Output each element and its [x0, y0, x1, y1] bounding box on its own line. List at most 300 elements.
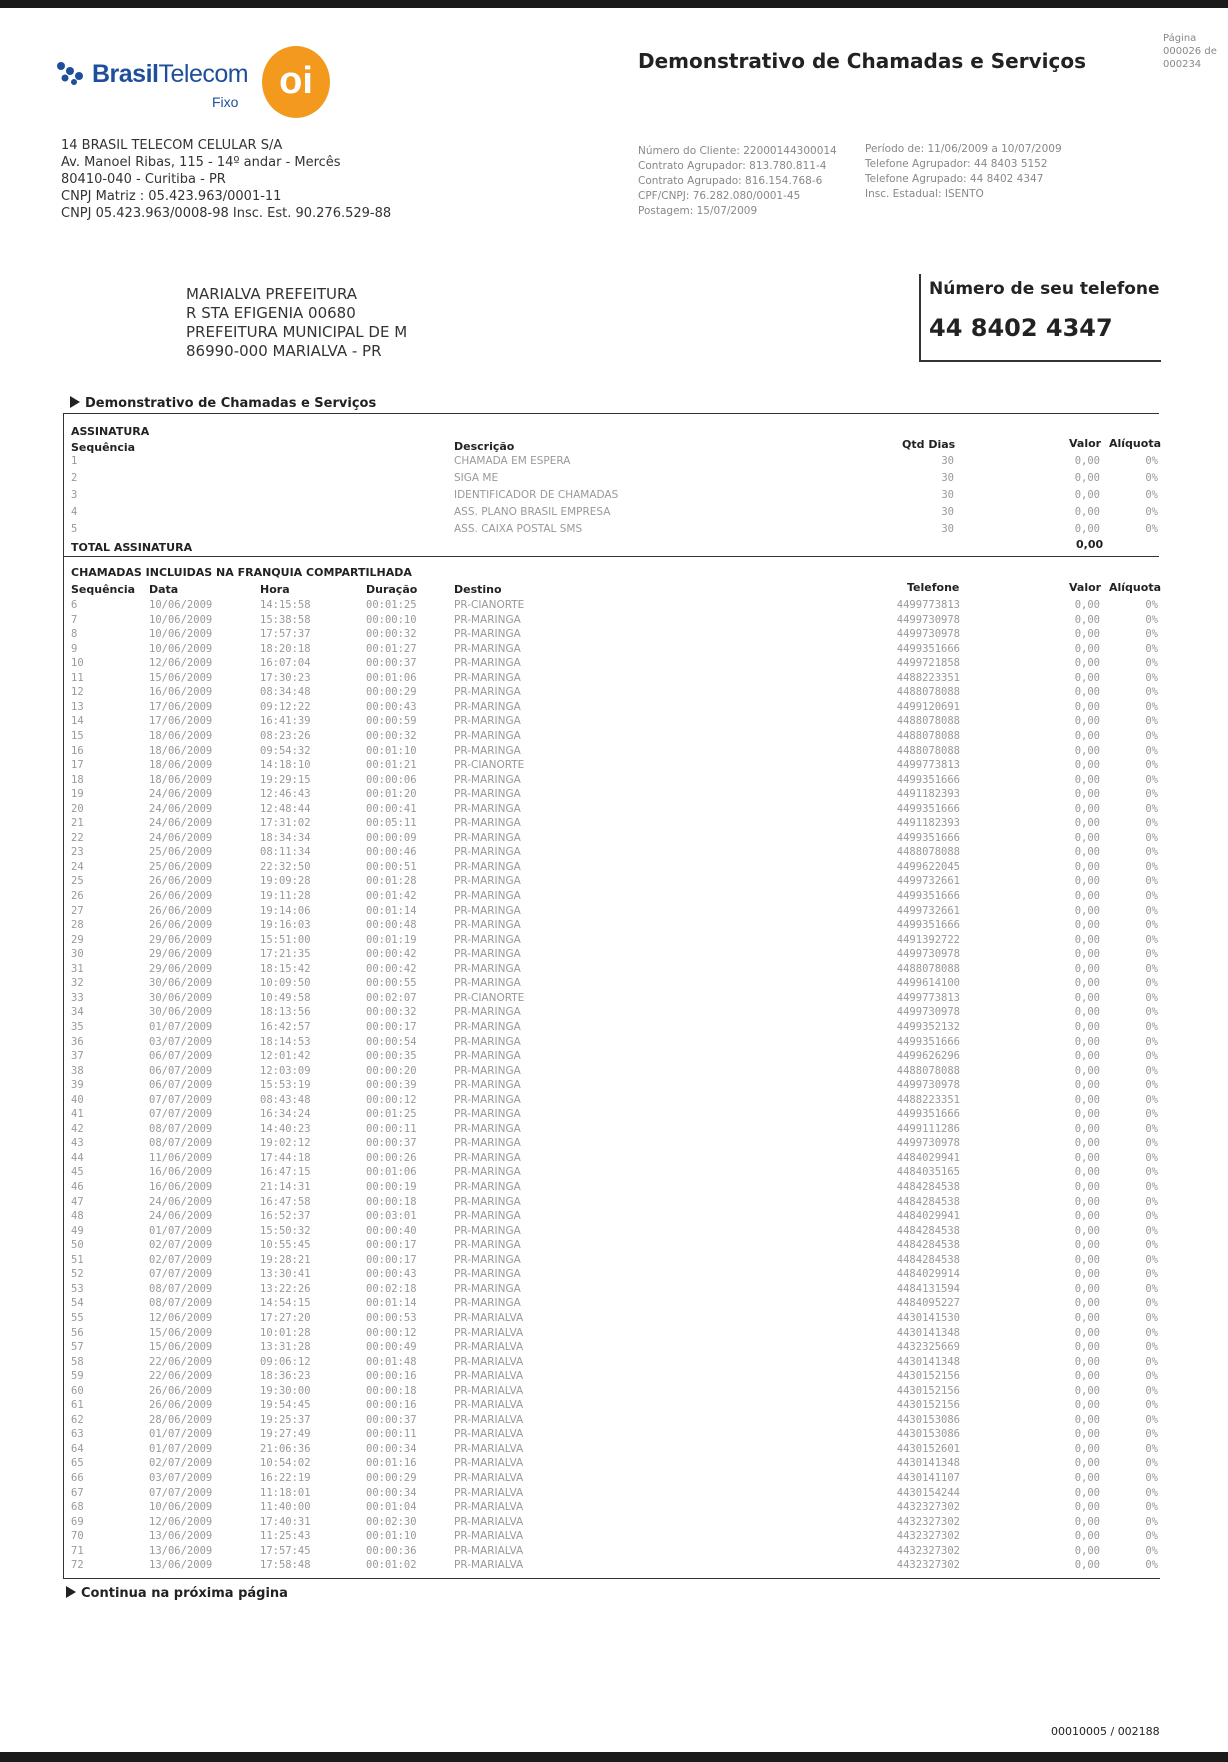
date-cell: 11/06/2009: [149, 1151, 213, 1164]
aliquota-cell: 0%: [1145, 962, 1158, 975]
time-cell: 19:02:12: [260, 1137, 311, 1150]
seq-cell: 25: [71, 875, 84, 888]
duration-cell: 00:00:46: [366, 846, 417, 859]
destination-cell: PR-MARINGA: [454, 1050, 521, 1063]
date-cell: 08/07/2009: [149, 1137, 213, 1150]
duration-cell: 00:00:18: [366, 1384, 417, 1397]
destination-cell: PR-MARINGA: [454, 1253, 521, 1266]
date-cell: 08/07/2009: [149, 1122, 213, 1135]
aliquota-cell: 0%: [1145, 686, 1158, 699]
aliquota-cell: 0%: [1145, 1311, 1158, 1324]
seq-cell: 39: [71, 1079, 84, 1092]
description-cell: ASS. PLANO BRASIL EMPRESA: [454, 506, 611, 518]
oi-logo: oi: [262, 46, 330, 118]
seq-cell: 17: [71, 759, 84, 772]
destination-cell: PR-MARINGA: [454, 1093, 521, 1106]
time-cell: 08:43:48: [260, 1093, 311, 1106]
seq-cell: 56: [71, 1326, 84, 1339]
aliquota-cell: 0%: [1145, 919, 1158, 932]
seq-cell: 44: [71, 1151, 84, 1164]
time-cell: 10:01:28: [260, 1326, 311, 1339]
valor-cell: 0,00: [1074, 1515, 1100, 1528]
valor-cell: 0,00: [1074, 700, 1100, 713]
date-cell: 10/06/2009: [149, 642, 213, 655]
time-cell: 18:20:18: [260, 642, 311, 655]
date-cell: 18/06/2009: [149, 773, 213, 786]
date-cell: 07/07/2009: [149, 1268, 213, 1281]
valor-cell: 0,00: [1074, 933, 1100, 946]
chamadas-col-aliquota: Alíquota: [1109, 581, 1161, 594]
seq-cell: 72: [71, 1559, 84, 1572]
phone-cell: 4430152156: [896, 1384, 960, 1397]
date-cell: 26/06/2009: [149, 890, 213, 902]
phone-cell: 4484035165: [896, 1166, 960, 1179]
destination-cell: PR-MARIALVA: [454, 1326, 524, 1339]
duration-cell: 00:00:35: [366, 1050, 417, 1063]
phone-cell: 4499351666: [896, 1108, 960, 1121]
valor-cell: 0,00: [1074, 1428, 1100, 1441]
duration-cell: 00:02:07: [366, 991, 417, 1004]
time-cell: 16:47:58: [260, 1195, 311, 1208]
phone-cell: 4484284538: [896, 1224, 960, 1237]
destination-cell: PR-MARIALVA: [454, 1384, 524, 1397]
valor-cell: 0,00: [1074, 817, 1100, 830]
seq-cell: 8: [71, 628, 78, 641]
company-line: Av. Manoel Ribas, 115 - 14º andar - Mercês: [61, 155, 341, 170]
date-cell: 10/06/2009: [149, 613, 213, 626]
seq-cell: 70: [71, 1530, 84, 1543]
date-cell: 08/07/2009: [149, 1297, 213, 1310]
seq-cell: 54: [71, 1297, 84, 1310]
destination-cell: PR-MARINGA: [454, 904, 521, 917]
valor-cell: 0,00: [1074, 1006, 1100, 1019]
valor-cell: 0,00: [1074, 1181, 1100, 1193]
destination-cell: PR-MARINGA: [454, 1151, 521, 1164]
destination-cell: PR-MARINGA: [454, 1166, 521, 1179]
valor-cell: 0,00: [1074, 1122, 1100, 1135]
duration-cell: 00:00:36: [366, 1544, 417, 1557]
valor-cell: 0,00: [1074, 1064, 1100, 1077]
client-info-line: Postagem: 15/07/2009: [638, 205, 758, 217]
time-cell: 14:40:23: [260, 1122, 311, 1135]
phone-cell: 4430141348: [896, 1326, 960, 1339]
valor-cell: 0,00: [1074, 715, 1100, 728]
valor-cell: 0,00: [1074, 1501, 1100, 1514]
time-cell: 12:01:42: [260, 1050, 311, 1063]
company-line: CNPJ Matriz : 05.423.963/0001-11: [61, 189, 282, 204]
valor-cell: 0,00: [1074, 1413, 1100, 1426]
date-cell: 15/06/2009: [149, 1341, 213, 1354]
valor-cell: 0,00: [1074, 759, 1100, 772]
aliquota-cell: 0%: [1145, 1181, 1158, 1193]
valor-cell: 0,00: [1074, 962, 1100, 975]
valor-cell: 0,00: [1074, 1224, 1100, 1237]
destination-cell: PR-MARINGA: [454, 1006, 521, 1019]
aliquota-cell: 0%: [1145, 642, 1158, 655]
assinatura-col-desc: Descrição: [454, 440, 515, 453]
client-info-line: Número do Cliente: 22000144300014: [638, 145, 837, 157]
valor-cell: 0,00: [1074, 1195, 1100, 1208]
destination-cell: PR-MARIALVA: [454, 1355, 524, 1368]
seq-cell: 40: [71, 1093, 84, 1106]
time-cell: 18:34:34: [260, 831, 311, 844]
aliquota-cell: 0%: [1145, 1108, 1158, 1121]
aliquota-cell: 0%: [1145, 904, 1158, 917]
valor-cell: 0,00: [1074, 1035, 1100, 1048]
phone-cell: 4484095227: [896, 1297, 960, 1310]
aliquota-cell: 0%: [1145, 1282, 1158, 1295]
destination-cell: PR-MARIALVA: [454, 1442, 524, 1455]
time-cell: 13:30:41: [260, 1268, 311, 1281]
phone-cell: 4432327302: [896, 1559, 960, 1572]
valor-cell: 0,00: [1074, 860, 1100, 873]
date-cell: 13/06/2009: [149, 1559, 213, 1572]
date-cell: 03/07/2009: [149, 1035, 213, 1048]
company-line: 14 BRASIL TELECOM CELULAR S/A: [61, 138, 283, 153]
duration-cell: 00:01:21: [366, 759, 417, 772]
destination-cell: PR-MARINGA: [454, 1239, 521, 1252]
page-number-line: Página: [1163, 33, 1197, 44]
date-cell: 24/06/2009: [149, 1210, 213, 1223]
destination-cell: PR-MARINGA: [454, 1020, 521, 1033]
seq-cell: 45: [71, 1166, 84, 1179]
valor-cell: 0,00: [1074, 1472, 1100, 1484]
destination-cell: PR-MARINGA: [454, 613, 521, 626]
client-info-line: Contrato Agrupador: 813.780.811-4: [638, 160, 827, 172]
date-cell: 16/06/2009: [149, 1166, 213, 1179]
seq-cell: 22: [71, 831, 84, 844]
phone-cell: 4499622045: [896, 860, 960, 873]
duration-cell: 00:01:25: [366, 1108, 417, 1121]
phone-cell: 4430152601: [896, 1442, 960, 1455]
duration-cell: 00:00:06: [366, 773, 417, 786]
destination-cell: PR-MARIALVA: [454, 1428, 524, 1441]
time-cell: 22:32:50: [260, 860, 311, 873]
date-cell: 24/06/2009: [149, 1195, 213, 1208]
seq-cell: 36: [71, 1035, 84, 1048]
valor-cell: 0,00: [1074, 1166, 1100, 1179]
seq-cell: 34: [71, 1006, 84, 1019]
divider: [63, 413, 1159, 414]
aliquota-cell: 0%: [1145, 1370, 1158, 1383]
aliquota-cell: 0%: [1145, 744, 1158, 757]
aliquota-cell: 0%: [1145, 1151, 1158, 1164]
time-cell: 12:03:09: [260, 1064, 311, 1077]
destination-cell: PR-MARINGA: [454, 962, 521, 975]
destination-cell: PR-MARINGA: [454, 977, 521, 990]
aliquota-cell: 0%: [1145, 1399, 1158, 1412]
time-cell: 08:11:34: [260, 846, 311, 859]
aliquota-cell: 0%: [1145, 860, 1158, 873]
aliquota-cell: 0%: [1145, 1050, 1158, 1063]
date-cell: 10/06/2009: [149, 1501, 213, 1514]
aliquota-cell: 0%: [1145, 1239, 1158, 1252]
seq-cell: 15: [71, 729, 84, 742]
duration-cell: 00:00:42: [366, 962, 417, 975]
seq-cell: 7: [71, 613, 78, 626]
phone-cell: 4488078088: [896, 744, 960, 757]
time-cell: 19:54:45: [260, 1399, 311, 1412]
time-cell: 16:52:37: [260, 1210, 311, 1223]
phone-cell: 4484284538: [896, 1195, 960, 1208]
aliquota-cell: 0%: [1145, 802, 1158, 815]
duration-cell: 00:00:37: [366, 1413, 417, 1426]
time-cell: 11:18:01: [260, 1486, 311, 1499]
duration-cell: 00:00:34: [366, 1486, 417, 1499]
description-cell: ASS. CAIXA POSTAL SMS: [454, 523, 583, 535]
aliquota-cell: 0%: [1145, 613, 1158, 626]
seq-cell: 71: [71, 1544, 84, 1557]
date-cell: 18/06/2009: [149, 744, 213, 757]
valor-cell: 0,00: [1074, 1210, 1100, 1223]
date-cell: 12/06/2009: [149, 1515, 213, 1528]
duration-cell: 00:01:06: [366, 671, 417, 684]
qtd-dias-cell: 30: [941, 472, 954, 484]
client-info-line: Período de: 11/06/2009 a 10/07/2009: [865, 143, 1062, 155]
date-cell: 12/06/2009: [149, 1311, 213, 1324]
phone-cell: 4432327302: [896, 1515, 960, 1528]
date-cell: 02/07/2009: [149, 1239, 213, 1252]
seq-cell: 65: [71, 1457, 84, 1470]
seq-cell: 3: [71, 489, 78, 501]
destination-cell: PR-MARINGA: [454, 773, 521, 786]
date-cell: 26/06/2009: [149, 904, 213, 917]
phone-cell: 4499626296: [896, 1050, 960, 1063]
seq-cell: 12: [71, 686, 84, 699]
phone-cell: 4484284538: [896, 1239, 960, 1252]
aliquota-cell: 0%: [1145, 948, 1158, 961]
aliquota-cell: 0%: [1145, 1224, 1158, 1237]
time-cell: 17:57:45: [260, 1544, 311, 1557]
date-cell: 12/06/2009: [149, 657, 213, 670]
time-cell: 09:12:22: [260, 700, 311, 713]
date-cell: 16/06/2009: [149, 686, 213, 699]
duration-cell: 00:00:26: [366, 1151, 417, 1164]
aliquota-cell: 0%: [1145, 715, 1158, 728]
phone-cell: 4484029941: [896, 1151, 960, 1164]
assinatura-total-label: TOTAL ASSINATURA: [71, 541, 193, 554]
date-cell: 30/06/2009: [149, 1006, 213, 1019]
time-cell: 18:14:53: [260, 1035, 311, 1048]
seq-cell: 38: [71, 1064, 84, 1077]
phone-cell: 4430141348: [896, 1457, 960, 1470]
phone-cell: 4484029914: [896, 1268, 960, 1281]
date-cell: 10/06/2009: [149, 628, 213, 641]
seq-cell: 28: [71, 919, 84, 932]
aliquota-cell: 0%: [1145, 1355, 1158, 1368]
section-title: Demonstrativo de Chamadas e Serviços: [70, 396, 376, 411]
date-cell: 26/06/2009: [149, 919, 213, 932]
seq-cell: 62: [71, 1413, 84, 1426]
date-cell: 02/07/2009: [149, 1457, 213, 1470]
time-cell: 19:25:37: [260, 1413, 311, 1426]
description-cell: SIGA ME: [454, 472, 499, 484]
date-cell: 29/06/2009: [149, 948, 213, 961]
date-cell: 29/06/2009: [149, 962, 213, 975]
phone-cell: 4488078088: [896, 686, 960, 699]
aliquota-cell: 0%: [1145, 890, 1158, 902]
phone-cell: 4499730978: [896, 1079, 960, 1092]
company-info: [61, 137, 391, 222]
valor-cell: 0,00: [1074, 1079, 1100, 1092]
phone-cell: 4432327302: [896, 1501, 960, 1514]
date-cell: 10/06/2009: [149, 599, 213, 611]
destination-cell: PR-MARINGA: [454, 802, 521, 815]
duration-cell: 00:00:51: [366, 860, 417, 873]
phone-cell: 4499351666: [896, 831, 960, 844]
date-cell: 02/07/2009: [149, 1253, 213, 1266]
phone-cell: 4430152156: [896, 1399, 960, 1412]
aliquota-cell: 0%: [1145, 817, 1158, 830]
valor-cell: 0,00: [1074, 1399, 1100, 1412]
date-cell: 06/07/2009: [149, 1064, 213, 1077]
divider: [63, 556, 1159, 557]
valor-cell: 0,00: [1074, 1486, 1100, 1499]
valor-cell: 0,00: [1074, 875, 1100, 888]
date-cell: 03/07/2009: [149, 1472, 213, 1484]
valor-cell: 0,00: [1074, 991, 1100, 1004]
destination-cell: PR-MARINGA: [454, 1181, 521, 1193]
aliquota-cell: 0%: [1145, 489, 1158, 501]
destination-cell: PR-MARINGA: [454, 628, 521, 641]
phone-number: 44 8402 4347: [929, 314, 1113, 342]
time-cell: 15:38:58: [260, 613, 311, 626]
valor-cell: 0,00: [1074, 1457, 1100, 1470]
duration-cell: 00:00:37: [366, 1137, 417, 1150]
time-cell: 11:25:43: [260, 1530, 311, 1543]
destination-cell: PR-MARIALVA: [454, 1370, 524, 1383]
qtd-dias-cell: 30: [941, 489, 954, 501]
seq-cell: 63: [71, 1428, 84, 1441]
destination-cell: PR-MARINGA: [454, 700, 521, 713]
time-cell: 09:06:12: [260, 1355, 311, 1368]
qtd-dias-cell: 30: [941, 523, 954, 535]
client-info-line: CPF/CNPJ: 76.282.080/0001-45: [638, 190, 801, 202]
duration-cell: 00:00:29: [366, 686, 417, 699]
aliquota-cell: 0%: [1145, 1413, 1158, 1426]
seq-cell: 11: [71, 671, 84, 684]
description-cell: IDENTIFICADOR DE CHAMADAS: [454, 489, 619, 501]
phone-cell: 4499730978: [896, 628, 960, 641]
destination-cell: PR-CIANORTE: [454, 991, 525, 1004]
duration-cell: 00:00:32: [366, 1006, 417, 1019]
aliquota-cell: 0%: [1145, 1079, 1158, 1092]
phone-cell: 4499614100: [896, 977, 960, 990]
time-cell: 16:22:19: [260, 1472, 311, 1484]
aliquota-cell: 0%: [1145, 773, 1158, 786]
valor-cell: 0,00: [1074, 1544, 1100, 1557]
duration-cell: 00:00:39: [366, 1079, 417, 1092]
time-cell: 17:57:37: [260, 628, 311, 641]
valor-cell: 0,00: [1074, 948, 1100, 961]
phone-number-label: Número de seu telefone: [929, 279, 1160, 299]
seq-cell: 55: [71, 1311, 84, 1324]
date-cell: 17/06/2009: [149, 715, 213, 728]
duration-cell: 00:00:48: [366, 919, 417, 932]
time-cell: 19:09:28: [260, 875, 311, 888]
aliquota-cell: 0%: [1145, 1297, 1158, 1310]
phone-cell: 4499351666: [896, 919, 960, 932]
duration-cell: 00:00:32: [366, 628, 417, 641]
address-line: 86990-000 MARIALVA - PR: [186, 342, 382, 360]
time-cell: 16:34:24: [260, 1108, 311, 1121]
duration-cell: 00:05:11: [366, 817, 417, 830]
phone-cell: 4430154244: [896, 1486, 960, 1499]
valor-cell: 0,00: [1074, 523, 1100, 535]
aliquota-cell: 0%: [1145, 1428, 1158, 1441]
chamadas-title: CHAMADAS INCLUIDAS NA FRANQUIA COMPARTILHADA: [71, 566, 412, 579]
time-cell: 10:49:58: [260, 991, 311, 1004]
scan-bottom-edge: [0, 1752, 1228, 1762]
company-line: 80410-040 - Curitiba - PR: [61, 172, 226, 187]
seq-cell: 4: [71, 506, 78, 518]
time-cell: 08:34:48: [260, 686, 311, 699]
duration-cell: 00:01:25: [366, 599, 417, 611]
destination-cell: PR-MARINGA: [454, 846, 521, 859]
brasiltelecom-symbol-icon: [52, 60, 86, 86]
aliquota-cell: 0%: [1145, 729, 1158, 742]
time-cell: 17:30:23: [260, 671, 311, 684]
aliquota-cell: 0%: [1145, 1472, 1158, 1484]
valor-cell: 0,00: [1074, 846, 1100, 859]
address-line: PREFEITURA MUNICIPAL DE M: [186, 323, 408, 341]
phone-cell: 4430141530: [896, 1311, 960, 1324]
destination-cell: PR-MARINGA: [454, 1268, 521, 1281]
aliquota-cell: 0%: [1145, 1166, 1158, 1179]
aliquota-cell: 0%: [1145, 657, 1158, 670]
seq-cell: 66: [71, 1472, 84, 1484]
duration-cell: 00:00:09: [366, 831, 417, 844]
phone-cell: 4499730978: [896, 1006, 960, 1019]
duration-cell: 00:00:32: [366, 729, 417, 742]
duration-cell: 00:00:17: [366, 1239, 417, 1252]
time-cell: 18:13:56: [260, 1006, 311, 1019]
destination-cell: PR-MARINGA: [454, 1195, 521, 1208]
seq-cell: 24: [71, 860, 84, 873]
date-cell: 24/06/2009: [149, 802, 213, 815]
time-cell: 10:55:45: [260, 1239, 311, 1252]
valor-cell: 0,00: [1074, 1297, 1100, 1310]
client-info-right: [865, 142, 1062, 202]
seq-cell: 16: [71, 744, 84, 757]
seq-cell: 69: [71, 1515, 84, 1528]
time-cell: 17:21:35: [260, 948, 311, 961]
valor-cell: 0,00: [1074, 686, 1100, 699]
seq-cell: 33: [71, 991, 84, 1004]
duration-cell: 00:00:11: [366, 1122, 417, 1135]
destination-cell: PR-MARIALVA: [454, 1399, 524, 1412]
time-cell: 18:15:42: [260, 962, 311, 975]
statement-table: [63, 413, 1160, 1579]
seq-cell: 5: [71, 523, 78, 535]
valor-cell: 0,00: [1074, 671, 1100, 684]
time-cell: 13:31:28: [260, 1341, 311, 1354]
aliquota-cell: 0%: [1145, 671, 1158, 684]
aliquota-cell: 0%: [1145, 1341, 1158, 1354]
aliquota-cell: 0%: [1145, 1064, 1158, 1077]
aliquota-cell: 0%: [1145, 759, 1158, 772]
phone-cell: 4499351666: [896, 773, 960, 786]
destination-cell: PR-MARINGA: [454, 1079, 521, 1092]
destination-cell: PR-MARIALVA: [454, 1530, 524, 1543]
valor-cell: 0,00: [1074, 1341, 1100, 1354]
phone-cell: 4499721858: [896, 657, 960, 670]
time-cell: 17:58:48: [260, 1559, 311, 1572]
aliquota-cell: 0%: [1145, 1486, 1158, 1499]
date-cell: 08/07/2009: [149, 1282, 213, 1295]
mailing-address: [186, 285, 407, 361]
phone-cell: 4499732661: [896, 875, 960, 888]
